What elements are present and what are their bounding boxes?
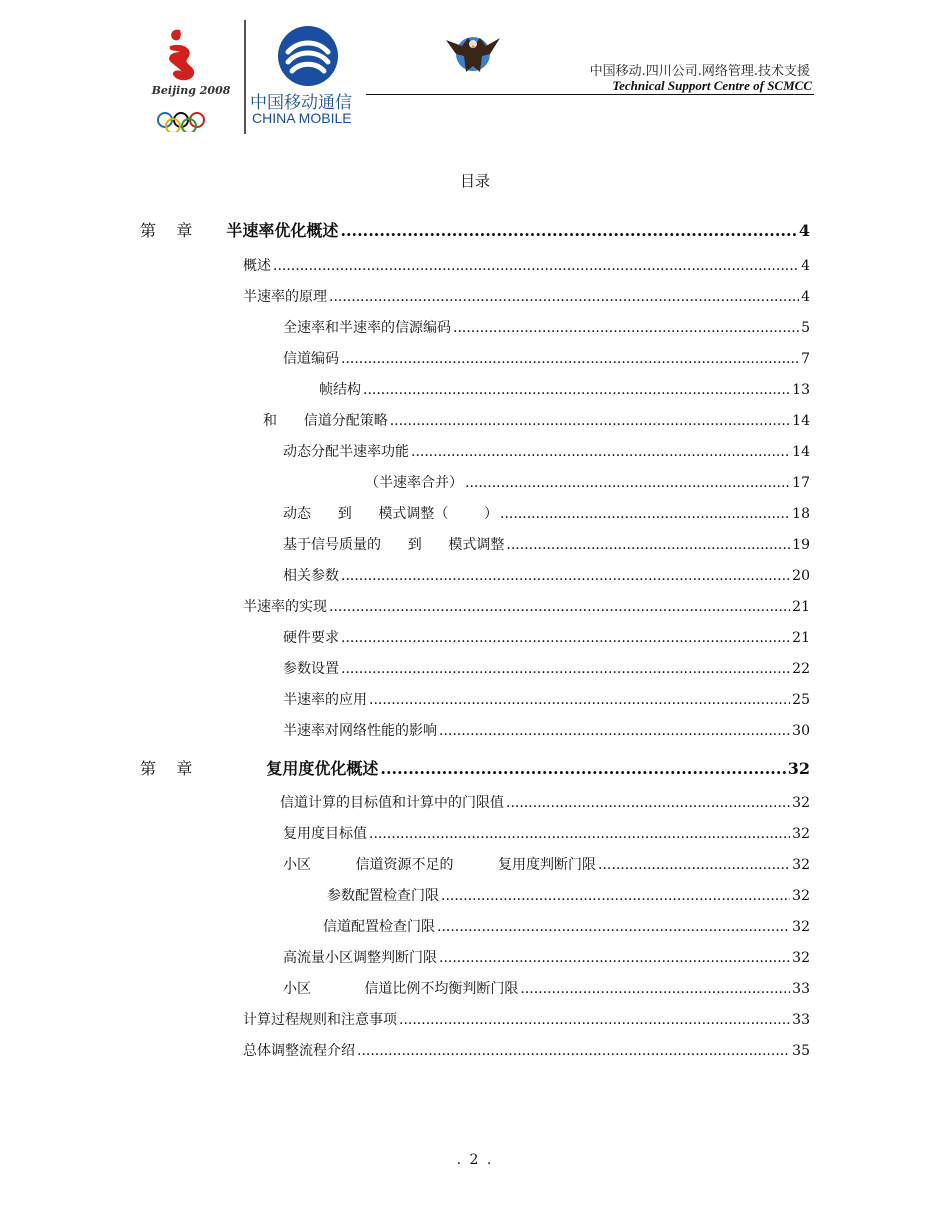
toc-page-number: 20 bbox=[792, 568, 810, 584]
logo-divider bbox=[244, 20, 246, 134]
toc-leader-dots bbox=[380, 759, 785, 778]
toc-entry-label: 信道配置检查门限 bbox=[323, 919, 435, 935]
toc-page-number: 14 bbox=[792, 413, 810, 429]
chapter-prefix: 第 章 bbox=[140, 759, 193, 778]
toc-leader-dots bbox=[341, 661, 790, 677]
toc-page-number: 17 bbox=[792, 475, 810, 491]
toc-page-number: 25 bbox=[792, 692, 810, 708]
toc-page-number: 22 bbox=[792, 661, 810, 677]
toc-entry[interactable] bbox=[283, 720, 810, 740]
toc-page-number: 32 bbox=[792, 888, 810, 904]
toc-entry[interactable] bbox=[323, 916, 810, 936]
toc-entry[interactable] bbox=[283, 689, 810, 709]
toc-page-number: 5 bbox=[801, 320, 810, 336]
toc-entry-label: 动态分配半速率功能 bbox=[283, 444, 409, 460]
toc-leader-dots bbox=[341, 568, 790, 584]
toc-leader-dots bbox=[273, 258, 799, 274]
toc-page-number: 19 bbox=[792, 537, 810, 553]
toc-page-number: 33 bbox=[792, 1012, 810, 1028]
toc-page-number: 13 bbox=[792, 382, 810, 398]
toc-entry[interactable] bbox=[283, 348, 810, 368]
toc-entry[interactable] bbox=[243, 1009, 810, 1029]
header-rule bbox=[366, 94, 814, 95]
toc-entry-label: 小区 信道资源不足的 复用度判断门限 bbox=[283, 857, 597, 873]
toc-page-number: 18 bbox=[792, 506, 810, 522]
organization-cn: 中国移动.四川公司.网络管理.技术支援 bbox=[589, 64, 810, 79]
toc-page-number: 32 bbox=[787, 759, 810, 778]
toc-entry-label: 小区 信道比例不均衡判断门限 bbox=[283, 981, 519, 997]
toc-leader-dots bbox=[465, 475, 790, 491]
toc-entry[interactable] bbox=[243, 596, 810, 616]
toc-entry[interactable] bbox=[243, 1040, 810, 1060]
toc-entry-label: 概述 bbox=[243, 258, 271, 274]
toc-entry[interactable] bbox=[283, 947, 810, 967]
toc-entry[interactable] bbox=[283, 534, 810, 554]
toc-entry-label: 参数配置检查门限 bbox=[327, 888, 439, 904]
toc-page-number: 32 bbox=[792, 950, 810, 966]
toc-leader-dots bbox=[363, 382, 790, 398]
toc-entry-label: 参数设置 bbox=[283, 661, 339, 677]
toc-entry[interactable] bbox=[283, 978, 810, 998]
toc-entry-label: 和 信道分配策略 bbox=[263, 413, 388, 429]
beijing-2008-olympic-logo bbox=[150, 22, 230, 132]
toc-page-number: 21 bbox=[792, 630, 810, 646]
toc-leader-dots bbox=[506, 537, 790, 553]
page-header bbox=[0, 0, 950, 145]
beijing-logo-text: Beijing 2008 bbox=[151, 84, 231, 97]
toc-leader-dots bbox=[329, 289, 799, 305]
china-mobile-cn-name: 中国移动通信 bbox=[250, 93, 352, 113]
toc-entry[interactable] bbox=[319, 379, 810, 399]
toc-entry[interactable] bbox=[243, 255, 810, 275]
eagle-emblem-icon bbox=[442, 26, 504, 80]
toc-title: 目录 bbox=[459, 172, 490, 190]
chapter-prefix: 第 章 bbox=[140, 221, 193, 240]
page-number-footer: . 2 . bbox=[456, 1152, 494, 1168]
toc-leader-dots bbox=[441, 888, 790, 904]
toc-entry-label: 信道计算的目标值和计算中的门限值 bbox=[280, 795, 504, 811]
toc-entry[interactable] bbox=[365, 472, 810, 492]
toc-page-number: 32 bbox=[792, 795, 810, 811]
toc-leader-dots bbox=[341, 630, 790, 646]
toc-page-number: 32 bbox=[792, 826, 810, 842]
toc-page-number: 32 bbox=[792, 919, 810, 935]
toc-leader-dots bbox=[390, 413, 790, 429]
toc-leader-dots bbox=[369, 826, 790, 842]
toc-leader-dots bbox=[439, 950, 790, 966]
toc-leader-dots bbox=[340, 221, 796, 240]
toc-entry[interactable] bbox=[327, 885, 810, 905]
toc-entry-label: 硬件要求 bbox=[283, 630, 339, 646]
china-mobile-en-name: CHINA MOBILE bbox=[252, 110, 352, 126]
organization-en: Technical Support Centre of SCMCC bbox=[612, 78, 812, 93]
toc-entry[interactable] bbox=[243, 286, 810, 306]
toc-leader-dots bbox=[369, 692, 790, 708]
chapter-title: 半速率优化概述 bbox=[226, 221, 339, 240]
toc-entry-label: 计算过程规则和注意事项 bbox=[243, 1012, 397, 1028]
toc-entry-label: 半速率对网络性能的影响 bbox=[283, 723, 437, 739]
toc-entry[interactable] bbox=[283, 627, 810, 647]
toc-leader-dots bbox=[453, 320, 799, 336]
toc-leader-dots bbox=[437, 919, 790, 935]
toc-entry-label: （半速率合并） bbox=[365, 475, 463, 491]
toc-page-number: 33 bbox=[792, 981, 810, 997]
toc-entry-label: 全速率和半速率的信源编码 bbox=[283, 320, 451, 336]
toc-entry-label: 相关参数 bbox=[283, 568, 339, 584]
toc-entry[interactable] bbox=[283, 854, 810, 874]
toc-entry-label: 半速率的应用 bbox=[283, 692, 367, 708]
toc-entry[interactable] bbox=[283, 503, 810, 523]
toc-leader-dots bbox=[399, 1012, 790, 1028]
toc-entry-label: 高流量小区调整判断门限 bbox=[283, 950, 437, 966]
toc-page-number: 14 bbox=[792, 444, 810, 460]
toc-page-number: 4 bbox=[798, 221, 810, 240]
toc-entry-label: 动态 到 模式调整（ ） bbox=[283, 506, 499, 522]
toc-chapter-2[interactable] bbox=[140, 756, 810, 779]
toc-entry[interactable] bbox=[283, 441, 810, 461]
toc-entry[interactable] bbox=[283, 823, 810, 843]
toc-leader-dots bbox=[598, 857, 790, 873]
toc-entry[interactable] bbox=[283, 565, 810, 585]
toc-leader-dots bbox=[520, 981, 790, 997]
toc-leader-dots bbox=[341, 351, 799, 367]
toc-leader-dots bbox=[439, 723, 790, 739]
toc-entry-label: 半速率的原理 bbox=[243, 289, 327, 305]
toc-entry-label: 总体调整流程介绍 bbox=[243, 1043, 355, 1059]
toc-leader-dots bbox=[506, 795, 790, 811]
toc-page-number: 35 bbox=[792, 1043, 810, 1059]
toc-leader-dots bbox=[329, 599, 790, 615]
toc-entry-label: 帧结构 bbox=[319, 382, 361, 398]
chapter-title: 复用度优化概述 bbox=[266, 759, 379, 778]
toc-page-number: 4 bbox=[801, 258, 810, 274]
toc-entry[interactable] bbox=[280, 792, 810, 812]
toc-entry-label: 信道编码 bbox=[283, 351, 339, 367]
toc-page-number: 7 bbox=[801, 351, 810, 367]
toc-page-number: 32 bbox=[792, 857, 810, 873]
toc-chapter-1[interactable] bbox=[140, 218, 810, 241]
toc-page-number: 4 bbox=[801, 289, 810, 305]
toc-leader-dots bbox=[500, 506, 790, 522]
toc-entry-label: 复用度目标值 bbox=[283, 826, 367, 842]
toc-entry-label: 半速率的实现 bbox=[243, 599, 327, 615]
toc-page-number: 30 bbox=[792, 723, 810, 739]
toc-entry[interactable] bbox=[283, 658, 810, 678]
toc-entry-label: 基于信号质量的 到 模式调整 bbox=[283, 537, 505, 553]
toc-page-number: 21 bbox=[792, 599, 810, 615]
toc-entry[interactable] bbox=[283, 317, 810, 337]
toc-leader-dots bbox=[357, 1043, 790, 1059]
china-mobile-logo bbox=[276, 24, 340, 88]
toc-leader-dots bbox=[411, 444, 790, 460]
toc-entry[interactable] bbox=[263, 410, 810, 430]
